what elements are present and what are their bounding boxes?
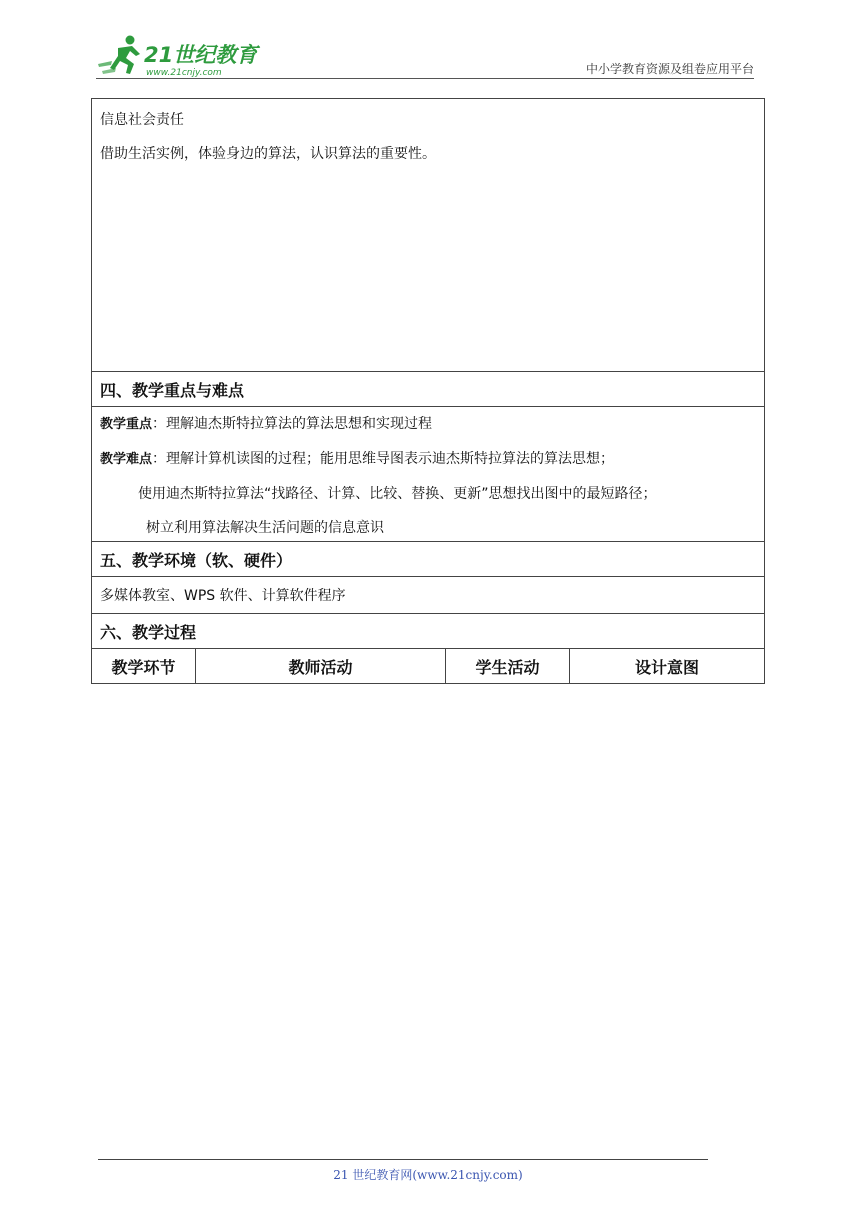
- platform-label: 中小学教育资源及组卷应用平台: [585, 62, 754, 76]
- section5-title: 五、教学环境（软、硬件）: [92, 542, 765, 577]
- difficulty-text: ：理解计算机读图的过程；能用思维导图表示迪杰斯特拉算法的算法思想；: [152, 451, 615, 467]
- footer-text: 21 世纪教育网(www.21cnjy.com): [333, 1168, 523, 1182]
- info-social-cell: [92, 99, 765, 372]
- section4-title: 四、教学重点与难点: [92, 372, 765, 407]
- key-point-text: ：理解迪杰斯特拉算法的算法思想和实现过程: [152, 416, 433, 432]
- info-social-text: 借助生活实例，体验身边的算法，认识算法的重要性。: [100, 146, 436, 162]
- column-header: 学生活动: [446, 649, 570, 684]
- column-header: 教师活动: [196, 649, 446, 684]
- footer-divider: [98, 1159, 708, 1160]
- header-divider: [96, 78, 754, 79]
- environment-text: 多媒体教室、WPS 软件、计算软件程序: [92, 577, 765, 614]
- column-header: 教学环节: [92, 649, 196, 684]
- info-social-heading: 信息社会责任: [100, 112, 184, 128]
- key-point-line: [100, 415, 756, 434]
- difficulty-line-2: 使用迪杰斯特拉算法“找路径、计算、比较、替换、更新”思想找出图中的最短路径；: [138, 486, 657, 502]
- key-point-label: 教学重点: [100, 417, 153, 432]
- difficulty-line: [100, 450, 756, 469]
- section6-title: 六、教学过程: [92, 614, 765, 649]
- site-logo: [96, 34, 266, 80]
- difficulty-line-3: 树立利用算法解决生活问题的信息意识: [146, 520, 384, 536]
- column-header: 设计意图: [570, 649, 765, 684]
- key-points-cell: [92, 407, 765, 542]
- difficulty-label: 教学难点: [100, 452, 153, 467]
- logo-url: www.21cnjy.com: [146, 68, 222, 78]
- logo-text: 21世纪教育: [144, 43, 258, 67]
- lesson-plan-table: [91, 98, 765, 684]
- runner-icon: [98, 36, 140, 75]
- process-header-row: [92, 649, 765, 684]
